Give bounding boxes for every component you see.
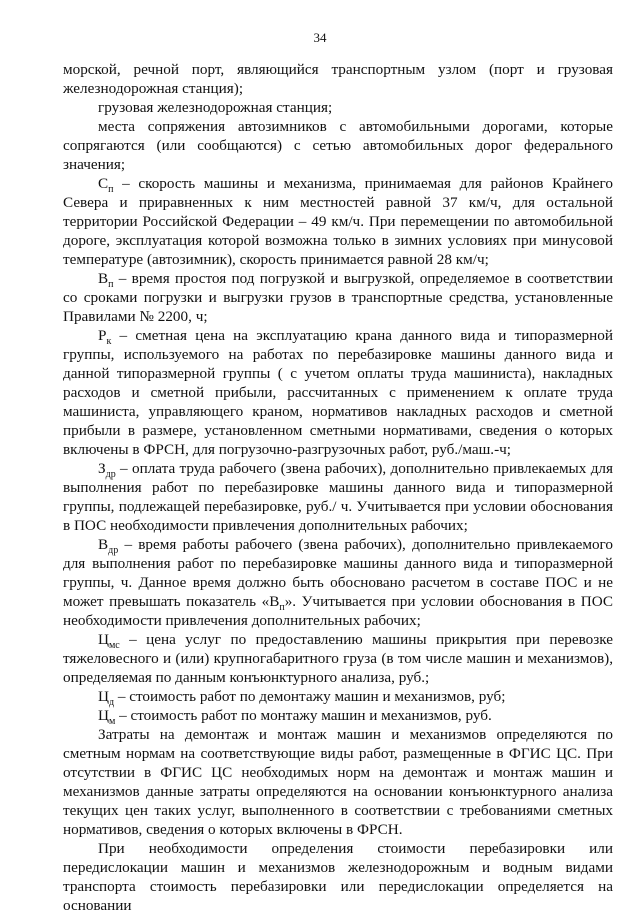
symbol: В <box>98 536 109 553</box>
definition-vp <box>63 269 613 326</box>
definition-text: – время работы рабочего (звена рабочих), дополнительно привлекаемого для выполнения работ по перебазировке машины данного вида и типоразмерной группы, ч. Данное время должно быть обосновано расчетом в составе ПОС и не может превышать показатель «В <box>63 536 613 610</box>
symbol-subscript: др <box>108 545 119 557</box>
definition-text: – стоимость работ по монтажу машин и механизмов, руб. <box>115 707 492 724</box>
definition-text: – сметная цена на эксплуатацию крана данного вида и типоразмерной группы, используемого на работах по перебазировке машины данного вида и данной типоразмерной группы ( с учетом оплаты труда машиниста), накладных расходов и сметной прибыли, рассчитанных с применением к оплате труда машиниста, управляющего краном, нормативов накладных расходов и сметной прибыли в размере, установленном сметными нормативами, сведения о которых включены в ФРСН, для погрузочно-разгрузочных работ, руб./маш.-ч; <box>63 327 613 458</box>
symbol-subscript: м <box>108 716 116 728</box>
definition-tsd <box>63 687 613 709</box>
symbol: Р <box>98 327 107 344</box>
symbol-subscript: к <box>106 336 112 348</box>
symbol-subscript: п <box>108 184 114 196</box>
definition-text: – цена услуг по предоставлению машины прикрытия при перевозке тяжеловесного и (или) крупногабаритного груза (в том числе машин и механизмов), определяемая по данным конъюнктурного анализа, руб.; <box>63 631 613 686</box>
definition-text: – скорость машины и механизма, принимаемая для районов Крайнего Севера и приравненных к ним местностей равной 37 км/ч, для остальной территории Российской Федерации – 49 км/ч. При перемещении по автомобильной дороге, эксплуатация которой возможна только в зимних условиях при минусовой температуре (автозимник), скорость принимается равной 28 км/ч; <box>63 175 613 268</box>
page-number: 34 <box>313 30 327 45</box>
definition-cp <box>63 174 613 269</box>
paragraph-1: морской, речной порт, являющийся транспортным узлом (порт и грузовая железнодорожная станция); <box>63 61 613 97</box>
definition-vdr <box>63 535 613 630</box>
symbol: З <box>98 460 106 477</box>
definition-tsms <box>63 630 613 687</box>
definition-text: – стоимость работ по демонтажу машин и механизмов, руб; <box>114 688 506 705</box>
definition-rk <box>63 326 613 459</box>
symbol: С <box>98 175 109 192</box>
definition-text: – оплата труда рабочего (звена рабочих), дополнительно привлекаемых для выполнения работ по перебазировке машины данного вида и типоразмерной группы, подлежащей перебазировке, руб./ ч. Учитывается при условии обоснования в ПОС необходимости привлечения дополнительных рабочих; <box>63 460 613 534</box>
symbol-subscript: мс <box>108 640 120 652</box>
symbol: В <box>98 270 109 287</box>
definition-text-end: ». Учитывается при условии обоснования в ПОС необходимости привлечения дополнительных рабочих; <box>63 593 613 629</box>
symbol-subscript: п <box>108 279 114 291</box>
definition-text: – время простоя под погрузкой и выгрузкой, определяемое в соответствии со сроками погрузки и выгрузки грузов в транспортные средства, установленные Правилами № 2200, ч; <box>63 270 613 325</box>
inline-subscript: п <box>279 602 285 614</box>
paragraph-relocation: При необходимости определения стоимости перебазировки или передислокации машин и механизмов железнодорожным и водным видами транспорта стоимость перебазировки или передислокации определяется на основании <box>63 840 613 914</box>
symbol: Ц <box>98 631 109 648</box>
paragraph-3: места сопряжения автозимников с автомобильными дорогами, которые сопрягаются (или сообщаются) с сетью автомобильных дорог федерального значения; <box>63 118 613 173</box>
symbol-subscript: др <box>105 469 116 481</box>
document-body <box>63 60 613 915</box>
symbol-subscript: д <box>108 697 115 709</box>
paragraph-costs: Затраты на демонтаж и монтаж машин и механизмов определяются по сметным нормам на соответствующие виды работ, размещенные в ФГИС ЦС. При отсутствии в ФГИС ЦС необходимых норм на демонтаж и монтаж машин и механизмов данные затраты определяются на основании конъюнктурного анализа текущих цен таких услуг, выполненного в соответствии с требованиями сметных нормативов, сведения о которых включены в ФРСН. <box>63 726 613 838</box>
symbol: Ц <box>98 707 109 724</box>
paragraph-2: грузовая железнодорожная станция; <box>98 99 333 116</box>
definition-tsm <box>63 706 613 728</box>
definition-zdr <box>63 459 613 535</box>
symbol: Ц <box>98 688 109 705</box>
